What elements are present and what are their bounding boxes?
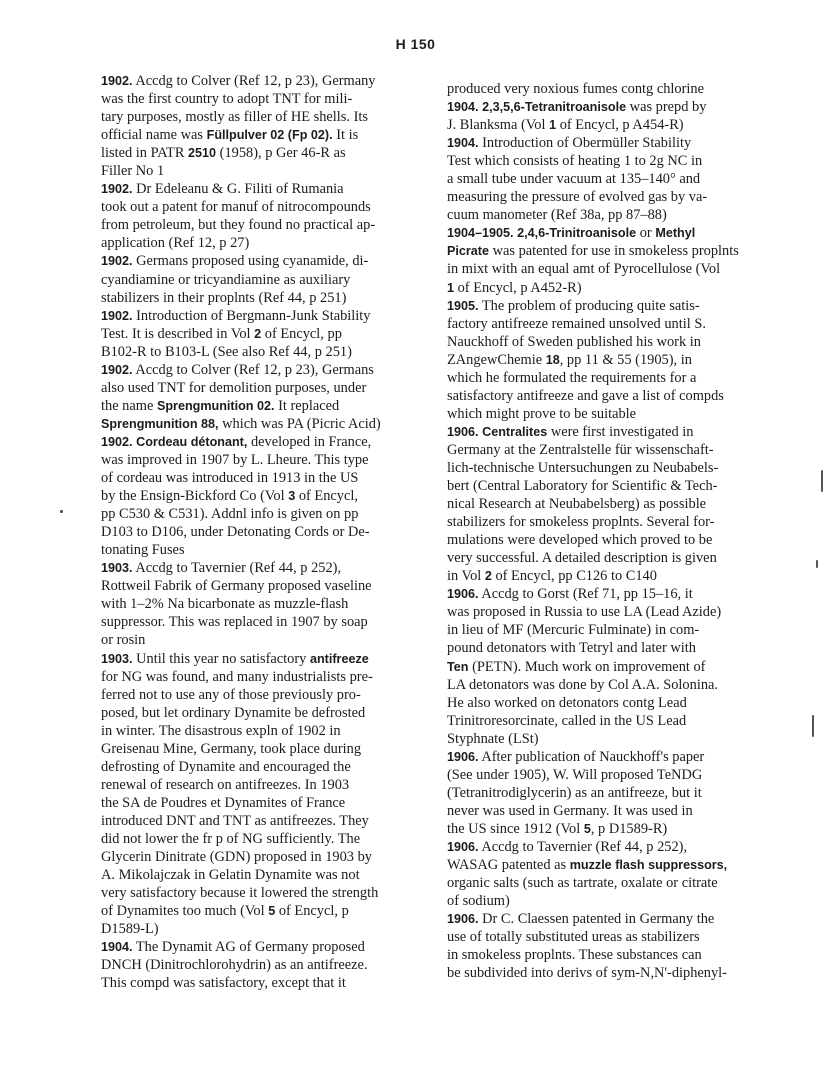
text-line <box>447 351 777 369</box>
text-segment: of cordeau was introduced in 1913 in the US <box>101 470 359 487</box>
text-line <box>447 928 777 946</box>
text-line <box>447 585 777 603</box>
text-line <box>447 639 777 657</box>
text-segment: The problem of producing quite satis- <box>478 297 700 314</box>
text-segment: satisfactory antifreeze and gave a list of compds <box>447 387 724 404</box>
text-segment: WASAG patented as <box>447 857 570 874</box>
text-segment: Germans proposed using cyanamide, di- <box>132 253 369 270</box>
text-segment: cyandiamine or tricyandiamine as auxiliary <box>101 271 351 288</box>
text-line <box>101 704 431 722</box>
text-segment: It replaced <box>274 397 340 414</box>
text-line <box>447 242 777 260</box>
bold-term: 1905. <box>447 298 479 313</box>
text-segment: D1589-L) <box>101 921 159 938</box>
text-line <box>447 297 777 315</box>
text-segment: of sodium) <box>447 893 510 910</box>
text-line <box>101 343 431 361</box>
text-segment: took out a patent for manuf of nitrocompounds <box>101 199 371 216</box>
text-line <box>447 621 777 639</box>
text-segment: Accdg to Tavernier (Ref 44, p 252), <box>478 838 688 855</box>
text-line <box>101 216 431 234</box>
text-segment: was proposed in Russia to use LA (Lead Azide) <box>447 604 722 621</box>
text-segment: (1958), p Ger 46-R as <box>216 145 346 162</box>
text-segment: LA detonators was done by Col A.A. Solonina. <box>447 676 719 693</box>
text-segment: were first investigated in <box>547 423 694 440</box>
text-line <box>447 712 777 730</box>
bold-term: 2,3,5,6-Tetranitroanisole <box>482 100 627 115</box>
text-line <box>447 477 777 495</box>
bold-term: 5 <box>583 821 591 836</box>
text-segment: (See under 1905), W. Will proposed TeNDG <box>447 766 703 783</box>
text-segment: stabilizers for smokeless proplnts. Several for- <box>447 514 715 531</box>
text-segment: Dr C. Claessen patented in Germany the <box>478 911 715 928</box>
bold-term: Picrate <box>447 244 490 259</box>
text-line <box>101 198 431 216</box>
text-line <box>101 848 431 866</box>
text-line <box>447 874 777 892</box>
text-line <box>101 523 431 541</box>
text-line <box>447 495 777 513</box>
text-line <box>447 658 777 676</box>
text-line <box>447 513 777 531</box>
text-line <box>101 794 431 812</box>
bold-term: Methyl <box>655 226 696 241</box>
text-segment: a small tube under vacuum at 135–140° and <box>447 171 701 188</box>
bold-term: 1902. <box>101 362 133 377</box>
text-segment: of Encycl, p <box>275 903 349 920</box>
text-segment: of Encycl, p A452-R) <box>454 279 582 296</box>
bold-term: Sprengmunition 88, <box>101 416 219 431</box>
text-segment: in lieu of MF (Mercuric Fulminate) in com- <box>447 622 700 639</box>
text-line <box>447 260 777 278</box>
text-segment: use of totally substituted ureas as stabilizers <box>447 929 700 946</box>
text-segment: which he formulated the requirements for a <box>447 369 697 386</box>
text-line <box>101 884 431 902</box>
text-segment: This compd was satisfactory, except that it <box>101 975 346 992</box>
text-segment: Greisenau Mine, Germany, took place during <box>101 740 362 757</box>
text-segment: with 1–2% Na bicarbonate as muzzle-flash <box>101 596 349 613</box>
text-segment: D103 to D106, under Detonating Cords or De- <box>101 524 370 541</box>
text-line <box>101 252 431 270</box>
bold-term: Ten <box>447 659 469 674</box>
text-line <box>447 802 777 820</box>
text-line <box>101 271 431 289</box>
text-line <box>101 722 431 740</box>
text-line <box>101 361 431 379</box>
text-segment: defrosting of Dynamite and encouraged the <box>101 758 351 775</box>
text-line <box>101 234 431 252</box>
text-segment: Test which consists of heating 1 to 2g NC in <box>447 153 703 170</box>
text-segment: official name was <box>101 127 207 144</box>
text-segment: ferred not to use any of those previously pro- <box>101 686 361 703</box>
text-line <box>447 188 777 206</box>
text-line <box>101 433 431 451</box>
text-segment: Accdg to Colver (Ref 12, p 23), Germany <box>132 73 376 89</box>
text-line <box>447 748 777 766</box>
text-segment: in winter. The disastrous expln of 1902 in <box>101 722 341 739</box>
text-segment: stabilizers in their proplnts (Ref 44, p 251) <box>101 289 347 306</box>
bold-term: 2,4,6-Trinitroanisole <box>517 226 637 241</box>
text-segment: was improved in 1907 by L. Lheure. This type <box>101 451 369 468</box>
text-line <box>447 838 777 856</box>
text-segment: Rottweil Fabrik of Germany proposed vaseline <box>101 578 372 595</box>
text-segment: listed in PATR <box>101 145 189 162</box>
text-line <box>447 766 777 784</box>
text-segment: very successful. A detailed description is given <box>447 550 717 567</box>
text-line <box>447 279 777 297</box>
text-segment: Introduction of Obermüller Stability <box>478 135 692 152</box>
bold-term: 1906. <box>447 424 479 439</box>
text-line <box>101 325 431 343</box>
bold-term: 1906. <box>447 912 479 927</box>
text-segment: J. Blanksma (Vol <box>447 117 550 134</box>
text-line <box>447 910 777 928</box>
text-segment: renewal of research on antifreezes. In 1903 <box>101 776 350 793</box>
bold-term: 1 <box>549 118 557 133</box>
text-segment: the SA de Poudres et Dynamites of France <box>101 794 346 811</box>
text-segment: A. Mikolajczak in Gelatin Dynamite was not <box>101 867 360 884</box>
bold-term: 1906. <box>447 587 479 602</box>
text-segment: lich-technische Untersuchungen zu Neubabels- <box>447 459 719 476</box>
text-segment: developed in France, <box>247 433 372 450</box>
text-segment: The Dynamit AG of Germany proposed <box>132 939 365 956</box>
text-line <box>447 820 777 838</box>
text-segment: factory antifreeze remained unsolved until S. <box>447 315 706 332</box>
text-segment: was prepd by <box>626 99 707 116</box>
text-segment: (PETN). Much work on improvement of <box>468 658 706 675</box>
text-segment: cuum manometer (Ref 38a, pp 87–88) <box>447 207 667 224</box>
text-segment: measuring the pressure of evolved gas by va- <box>447 189 708 206</box>
bold-term: Sprengmunition 02. <box>156 398 275 413</box>
text-segment: Dr Edeleanu & G. Filiti of Rumania <box>132 181 344 198</box>
text-line <box>101 379 431 397</box>
text-segment: Accdg to Tavernier (Ref 44, p 252), <box>132 560 342 577</box>
bold-term: 1902. <box>101 434 133 449</box>
bold-term: 1902. <box>101 254 133 269</box>
text-line <box>101 613 431 631</box>
text-segment: B102-R to B103-L (See also Ref 44, p 251) <box>101 343 352 360</box>
text-line <box>447 856 777 874</box>
text-segment: was the first country to adopt TNT for mili- <box>101 91 353 108</box>
text-line <box>447 170 777 188</box>
bold-term: 2510 <box>188 146 217 161</box>
text-line <box>101 72 431 90</box>
text-segment: posed, but let ordinary Dynamite be defrosted <box>101 704 366 721</box>
text-segment: was patented for use in smokeless proplnts <box>489 243 739 260</box>
text-segment: tonating Fuses <box>101 542 185 559</box>
text-line <box>101 956 431 974</box>
text-line <box>101 90 431 108</box>
bold-term: Centralites <box>482 424 548 439</box>
text-line <box>101 397 431 415</box>
text-segment: , pp 11 & 55 (1905), in <box>559 351 692 368</box>
bold-term: 2 <box>254 326 262 341</box>
bold-term: 1904–1905. <box>447 226 514 241</box>
text-line <box>447 315 777 333</box>
text-segment: of Dynamites too much (Vol <box>101 903 269 920</box>
text-segment: by the Ensign-Bickford Co (Vol <box>101 488 289 505</box>
text-segment: of Encycl, pp <box>261 325 342 342</box>
text-segment: did not lower the fr p of NG sufficiently. The <box>101 830 361 847</box>
text-segment: introduced DNT and TNT as antifreezes. They <box>101 812 369 829</box>
scan-speck <box>821 470 823 492</box>
bold-term: Füllpulver 02 (Fp 02). <box>206 128 333 143</box>
text-line <box>447 730 777 748</box>
text-line <box>101 650 431 668</box>
text-line <box>101 866 431 884</box>
text-line <box>101 487 431 505</box>
text-line <box>447 152 777 170</box>
text-segment: which might prove to be suitable <box>447 405 637 422</box>
text-line <box>101 920 431 938</box>
text-line <box>447 784 777 802</box>
text-segment: Filler No 1 <box>101 163 165 180</box>
bold-term: muzzle flash suppressors, <box>569 858 728 873</box>
scan-speck <box>60 510 63 513</box>
text-segment: for NG was found, and many industrialists pre- <box>101 668 373 685</box>
text-segment: very satisfactory because it lowered the strength <box>101 885 379 902</box>
text-line <box>101 108 431 126</box>
text-segment: nical Research at Neubabelsberg) as possible <box>447 496 707 513</box>
text-line <box>101 686 431 704</box>
text-line <box>101 451 431 469</box>
text-line <box>447 603 777 621</box>
text-line <box>101 180 431 198</box>
text-line <box>101 307 431 325</box>
text-line <box>101 758 431 776</box>
text-segment: It is <box>332 127 359 144</box>
text-segment: Accdg to Gorst (Ref 71, pp 15–16, it <box>478 586 693 603</box>
text-line <box>447 206 777 224</box>
text-line <box>101 595 431 613</box>
text-line <box>101 541 431 559</box>
text-line <box>447 80 777 98</box>
text-line <box>101 469 431 487</box>
text-line <box>101 126 431 144</box>
text-line <box>447 459 777 477</box>
text-line <box>447 369 777 387</box>
text-line <box>447 134 777 152</box>
text-segment: Trinitroresorcinate, called in the US Lead <box>447 712 687 729</box>
bold-term: 1903. <box>101 651 133 666</box>
right-text-column <box>447 80 777 982</box>
text-segment: organic salts (such as tartrate, oxalate or citrate <box>447 875 718 892</box>
text-line <box>447 549 777 567</box>
scan-speck <box>816 560 818 568</box>
text-segment: pp C530 & C531). Addnl info is given on pp <box>101 506 359 523</box>
text-segment: application (Ref 12, p 27) <box>101 235 250 252</box>
bold-term: 2 <box>484 569 492 584</box>
text-segment: of Encycl, p A454-R) <box>556 117 684 134</box>
text-line <box>447 116 777 134</box>
text-segment: Accdg to Colver (Ref 12, p 23), Germans <box>132 361 374 378</box>
text-segment: be subdivided into derivs of sym-N,N'-diphenyl- <box>447 965 727 982</box>
text-segment: (Tetranitrodiglycerin) as an antifreeze, but it <box>447 784 702 801</box>
text-line <box>101 740 431 758</box>
text-segment: of Encycl, <box>295 488 358 505</box>
bold-term: 1904. <box>447 136 479 151</box>
text-segment: which was PA (Picric Acid) <box>218 415 381 432</box>
text-segment: Test. It is described in Vol <box>101 325 255 342</box>
text-line <box>447 694 777 712</box>
bold-term: 3 <box>288 489 296 504</box>
bold-term: Cordeau détonant, <box>136 434 248 449</box>
text-line <box>101 776 431 794</box>
page-number: H 150 <box>395 36 436 52</box>
text-line <box>101 668 431 686</box>
text-segment: or rosin <box>101 632 146 649</box>
text-line <box>447 531 777 549</box>
text-segment: Introduction of Bergmann-Junk Stability <box>132 307 371 324</box>
bold-term: 1902. <box>101 74 133 88</box>
text-line <box>101 631 431 649</box>
text-line <box>101 938 431 956</box>
text-segment: or <box>636 225 656 242</box>
text-line <box>447 567 777 585</box>
bold-term: 1902. <box>101 182 133 197</box>
scan-speck <box>812 715 814 737</box>
text-segment: produced very noxious fumes contg chlorine <box>447 81 704 97</box>
text-line <box>101 505 431 523</box>
text-segment: in smokeless proplnts. These substances can <box>447 947 702 964</box>
text-line <box>447 441 777 459</box>
text-line <box>101 577 431 595</box>
text-line <box>101 974 431 992</box>
bold-term: 5 <box>268 904 276 919</box>
text-segment: bert (Central Laboratory for Scientific & Tech- <box>447 478 718 495</box>
bold-term: 1904. <box>447 100 479 115</box>
text-segment: After publication of Nauckhoff's paper <box>478 748 705 765</box>
text-line <box>447 964 777 982</box>
text-line <box>447 387 777 405</box>
text-segment: suppressor. This was replaced in 1907 by soap <box>101 614 368 631</box>
text-segment: DNCH (Dinitrochlorohydrin) as an antifreeze. <box>101 957 368 974</box>
text-line <box>101 415 431 433</box>
text-line <box>101 902 431 920</box>
bold-term: 1903. <box>101 561 133 576</box>
bold-term: 1902. <box>101 308 133 323</box>
text-segment: of Encycl, pp C126 to C140 <box>491 568 657 585</box>
text-line <box>101 830 431 848</box>
text-segment: in Vol <box>447 568 485 585</box>
text-line <box>447 405 777 423</box>
text-segment: mulations were developed which proved to be <box>447 532 713 549</box>
text-segment: the name <box>101 397 157 414</box>
text-segment: Germany at the Zentralstelle für wissenschaft- <box>447 441 714 458</box>
text-segment: Nauckhoff of Sweden published his work in <box>447 333 701 350</box>
text-segment: the US since 1912 (Vol <box>447 820 584 837</box>
text-line <box>447 224 777 242</box>
text-line <box>101 144 431 162</box>
bold-term: 1 <box>447 280 455 295</box>
left-text-column <box>101 72 431 992</box>
text-line <box>447 98 777 116</box>
text-segment: never was used in Germany. It was used in <box>447 802 693 819</box>
text-line <box>447 892 777 910</box>
text-segment: ZAngewChemie <box>447 351 546 368</box>
text-segment: Styphnate (LSt) <box>447 730 539 747</box>
text-line <box>101 559 431 577</box>
text-line <box>447 946 777 964</box>
text-segment: , p D1589-R) <box>590 820 668 837</box>
text-segment: in mixt with an equal amt of Pyrocellulose (Vol <box>447 261 721 278</box>
bold-term: 1906. <box>447 839 479 854</box>
bold-term: 1904. <box>101 940 133 955</box>
text-line <box>447 423 777 441</box>
text-line <box>101 289 431 307</box>
text-segment: from petroleum, but they found no practical ap- <box>101 217 376 234</box>
text-segment: pound detonators with Tetryl and later with <box>447 640 696 657</box>
text-segment: also used TNT for demolition purposes, under <box>101 379 367 396</box>
text-line <box>447 676 777 694</box>
text-segment: Glycerin Dinitrate (GDN) proposed in 1903 by <box>101 849 372 866</box>
text-segment: Until this year no satisfactory <box>132 650 310 667</box>
text-line <box>447 333 777 351</box>
bold-term: 18 <box>545 352 560 367</box>
bold-term: 1906. <box>447 749 479 764</box>
bold-term: antifreeze <box>309 651 369 666</box>
text-segment: He also worked on detonators contg Lead <box>447 694 687 711</box>
text-line <box>101 812 431 830</box>
text-line <box>101 162 431 180</box>
text-segment: tary purposes, mostly as filler of HE shells. Its <box>101 109 368 126</box>
